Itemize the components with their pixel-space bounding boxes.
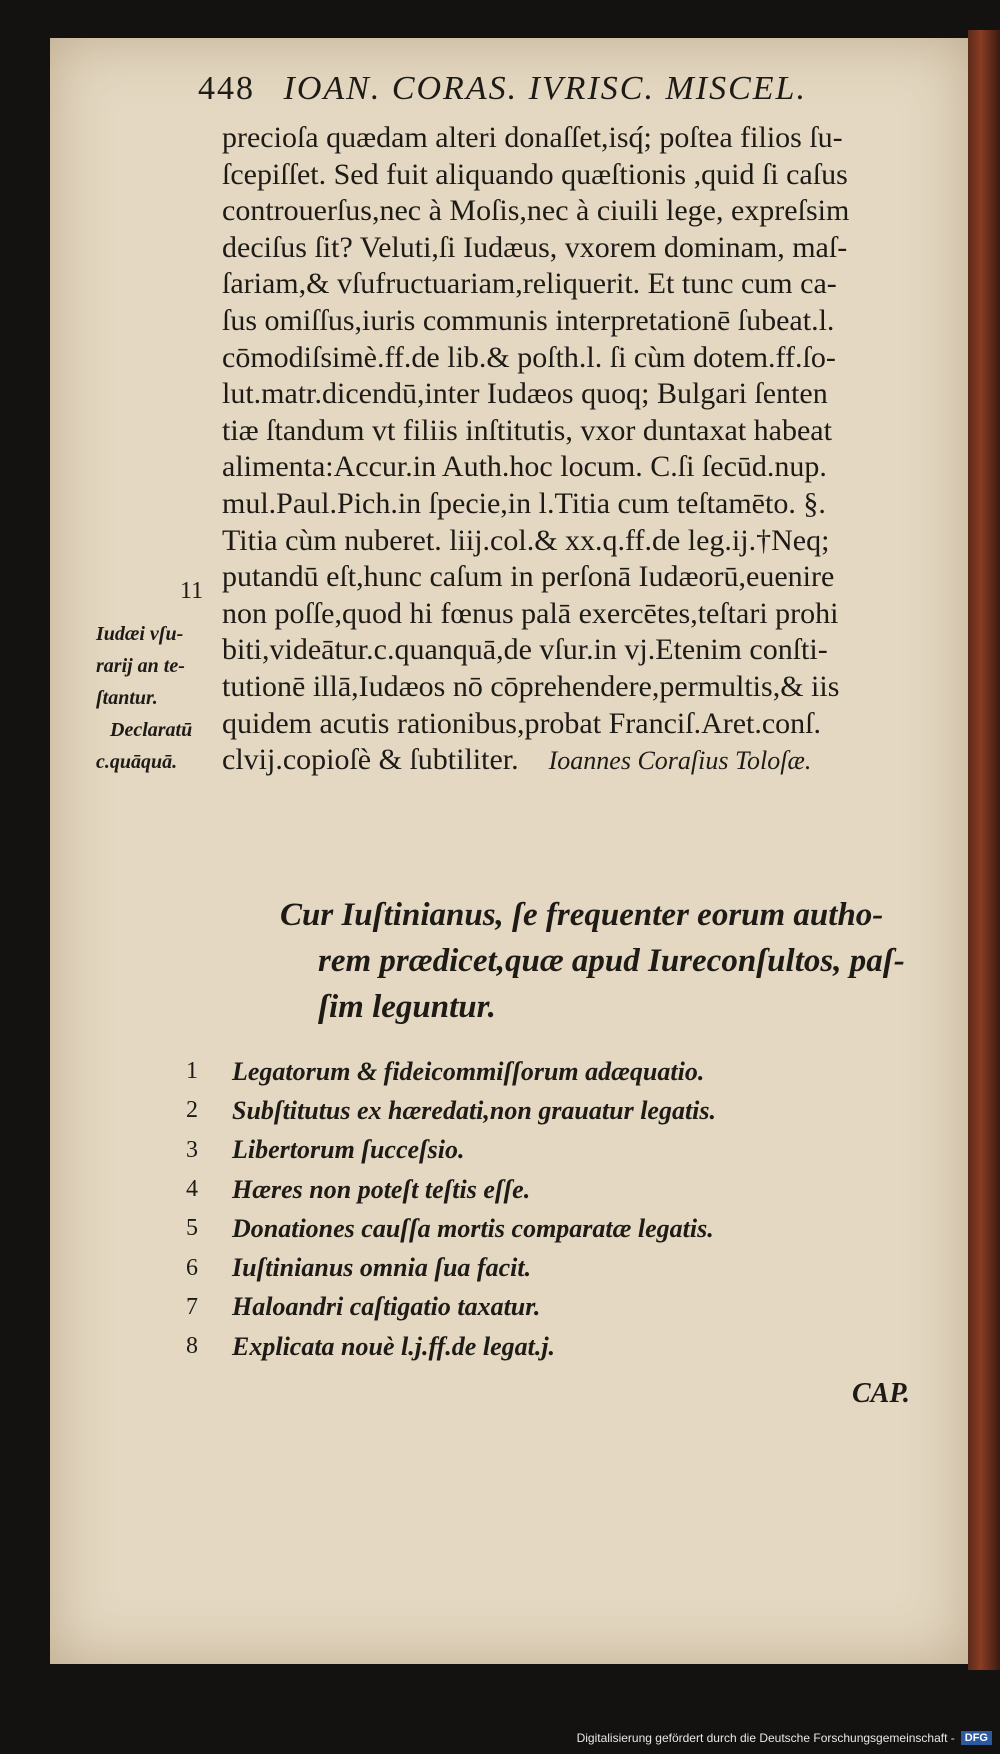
text-line: non poſſe,quod hi fœnus palā exercētes,teſtari prohi xyxy=(222,596,839,630)
book-binding-edge xyxy=(968,30,1000,1670)
text-line: biti,videātur.c.quanquā,de vſur.in vj.Etenim conſti- xyxy=(222,633,828,667)
summary-item xyxy=(186,1248,946,1287)
summary-item-number: 4 xyxy=(186,1176,198,1203)
catchword: CAP. xyxy=(852,1378,910,1409)
running-header xyxy=(198,70,958,120)
summary-item-text: Subſtitutus ex hæredati,non grauatur legatis. xyxy=(232,1095,717,1125)
summary-item xyxy=(186,1052,946,1091)
margin-note-line: ſtantur. xyxy=(96,687,158,709)
summary-item-number: 1 xyxy=(186,1058,198,1085)
text-line: quidem acutis rationibus,probat Franciſ.Aret.conſ. xyxy=(222,706,822,740)
text-line: precioſa quædam alteri donaſſet,isq́; poſtea filios ſu- xyxy=(222,121,843,154)
margin-note-line: rarij an te- xyxy=(96,655,185,677)
summary-item-number: 6 xyxy=(186,1254,198,1281)
summary-item xyxy=(186,1170,946,1209)
summary-item xyxy=(186,1091,946,1130)
author-signature: Ioannes Coraſius Toloſæ. xyxy=(548,746,812,776)
summary-item-text: Hæres non poteſt teſtis eſſe. xyxy=(232,1174,531,1204)
summary-item-number: 3 xyxy=(186,1136,198,1163)
margin-note-line: c.quāquā. xyxy=(96,751,178,773)
main-text-block xyxy=(222,120,944,779)
text-line: ſariam,& vſufructuariam,reliquerit. Et tunc cum ca- xyxy=(222,267,837,301)
summary-item-number: 2 xyxy=(186,1097,198,1124)
text-line: cōmodiſsimè.ff.de lib.& poſth.l. ſi cùm dotem.ff.ſo- xyxy=(222,340,836,374)
heading-line: Cur Iuſtinianus, ſe frequenter eorum autho- xyxy=(280,897,884,933)
margin-section-number: 11 xyxy=(180,578,204,604)
text-line: deciſus ſit? Veluti,ſi Iudæus, vxorem dominam, maſ- xyxy=(222,230,848,264)
text-line: mul.Paul.Pich.in ſpecie,in l.Titia cum teſtamēto. §. xyxy=(222,486,826,520)
text-line: putandū eſt,hunc caſum in perſonā Iudæorū,euenire xyxy=(222,560,835,594)
text-line: tiæ ſtandum vt filiis inſtitutis, vxor duntaxat habeat xyxy=(222,413,832,447)
text-line: lut.matr.dicendū,inter Iudæos quoq; Bulgari ſenten xyxy=(222,377,828,411)
margin-note xyxy=(96,618,216,778)
summary-item-text: Legatorum & fideicommiſſorum adæquatio. xyxy=(232,1056,705,1086)
text-line: ſus omiſſus,iuris communis interpretationē ſubeat.l. xyxy=(222,303,835,337)
heading-line: ſim leguntur. xyxy=(318,989,496,1025)
text-line: Titia cùm nuberet. liij.col.& xx.q.ff.de leg.ij.†Neq; xyxy=(222,523,830,557)
chapter-heading xyxy=(280,892,950,1030)
text-line xyxy=(222,742,944,779)
footer-credit-text: Digitalisierung gefördert durch die Deutsche Forschungsgemeinschaft - xyxy=(576,1731,955,1745)
summary-item xyxy=(186,1288,946,1327)
margin-note-line: Iudæi vſu- xyxy=(96,623,184,645)
digitization-footer xyxy=(577,1728,992,1748)
text-line: ſcepiſſet. Sed fuit aliquando quæſtionis ,quid ſi caſus xyxy=(222,157,848,191)
summary-item-text: Haloandri caſtigatio taxatur. xyxy=(232,1292,541,1322)
text-line: tutionē illā,Iudæos nō cōprehendere,permultis,& iis xyxy=(222,669,840,703)
chapter-summary-list xyxy=(186,1052,946,1366)
heading-line: rem prædicet,quæ apud Iureconſultos, paſ- xyxy=(318,943,905,979)
summary-item-number: 5 xyxy=(186,1215,198,1242)
text-line: alimenta:Accur.in Auth.hoc locum. C.ſi ſecūd.nup. xyxy=(222,450,827,484)
page-number: 448 xyxy=(198,70,255,107)
text-line-content: clvij.copioſè & ſubtiliter. xyxy=(222,743,519,777)
summary-item-number: 7 xyxy=(186,1293,198,1320)
summary-item-text: Donationes cauſſa mortis comparatæ legatis. xyxy=(232,1213,714,1243)
text-line: controuerſus,nec à Moſis,nec à ciuili lege, expreſsim xyxy=(222,194,850,228)
summary-item xyxy=(186,1327,946,1366)
running-title: IOAN. CORAS. IVRISC. MISCEL. xyxy=(283,70,807,107)
summary-item-text: Explicata nouè l.j.ff.de legat.j. xyxy=(232,1331,556,1361)
summary-item xyxy=(186,1209,946,1248)
summary-item-text: Iuſtinianus omnia ſua facit. xyxy=(232,1253,532,1283)
margin-note-line: Declaratū xyxy=(110,719,193,741)
summary-item-text: Libertorum ſucceſsio. xyxy=(232,1135,465,1165)
summary-item-number: 8 xyxy=(186,1333,198,1360)
dfg-logo-icon: DFG xyxy=(961,1731,992,1745)
summary-item xyxy=(186,1131,946,1170)
